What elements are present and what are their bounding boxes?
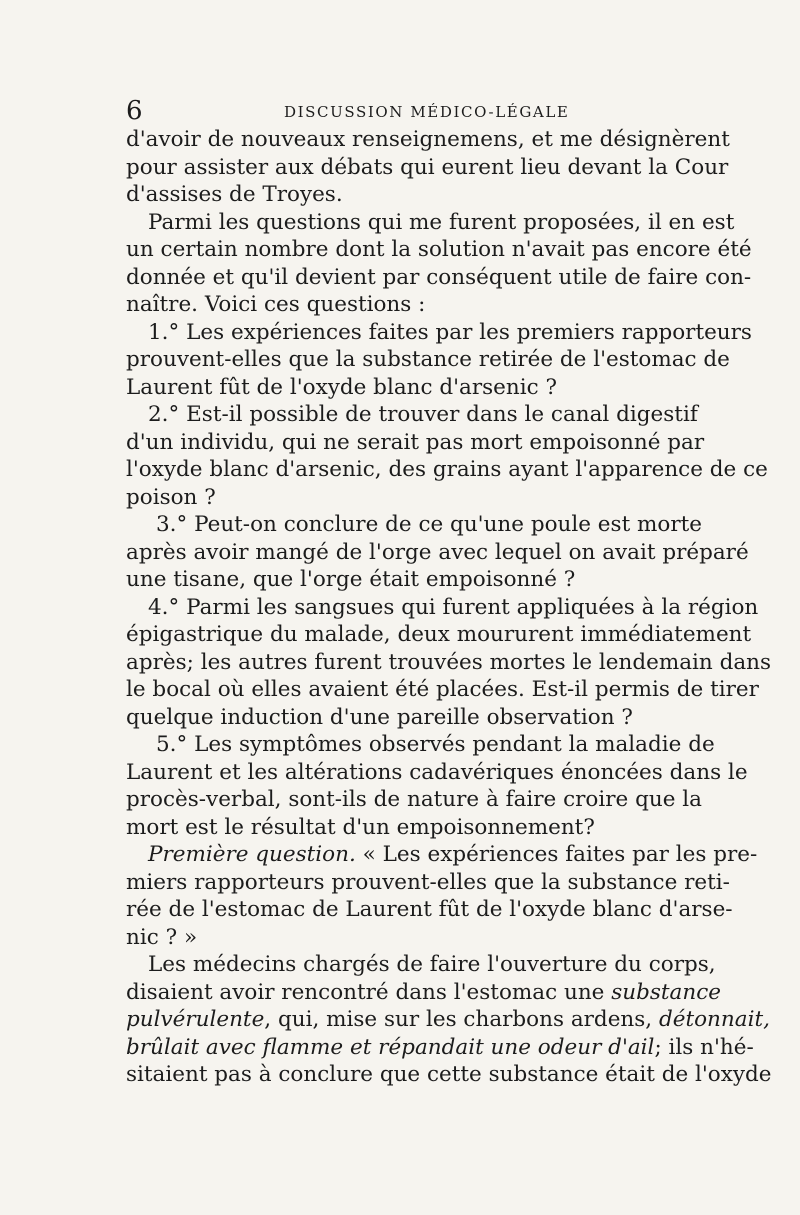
text-line <box>126 1006 770 1034</box>
text-line: Laurent fût de l'oxyde blanc d'arsenic ? <box>126 374 558 400</box>
text-line: procès-verbal, sont-ils de nature à faire croire que la <box>126 787 702 812</box>
text-line: rée de l'estomac de Laurent fût de l'oxyde blanc d'arse- <box>126 897 733 922</box>
text-line: nic ? » <box>126 924 198 950</box>
text-line: un certain nombre dont la solution n'avait pas encore été <box>126 237 752 262</box>
page-number: 6 <box>126 96 143 126</box>
text-line: miers rapporteurs prouvent-elles que la substance reti- <box>126 869 730 895</box>
question-line: 2.° Est-il possible de trouver dans le canal digestif <box>148 402 698 427</box>
text-line <box>126 1034 754 1062</box>
text-line <box>126 979 721 1007</box>
line-text: « Les expériences faites par les pre- <box>355 842 758 867</box>
text-line: quelque induction d'une pareille observation ? <box>126 704 633 730</box>
body-text <box>126 126 772 1089</box>
italic-text: pulvérulente <box>126 1007 265 1032</box>
text-line: après; les autres furent trouvées mortes le lendemain dans <box>126 649 772 675</box>
text-line: le bocal où elles avaient été placées. Est-il permis de tirer <box>126 677 759 702</box>
italic-heading: Première question. <box>148 842 356 867</box>
line-text: disaient avoir rencontré dans l'estomac une <box>126 979 612 1005</box>
text-line: poison ? <box>126 484 216 510</box>
text-line: Parmi les questions qui me furent proposées, il en est <box>148 209 735 235</box>
text-line: d'assises de Troyes. <box>126 182 343 207</box>
question-line: 1.° Les expériences faites par les premiers rapporteurs <box>148 319 752 345</box>
italic-text: brûlait avec flamme et répandait une odeur d'ail <box>126 1034 655 1060</box>
text-line: épigastrique du malade, deux moururent immédiatement <box>126 622 752 647</box>
line-text: , qui, mise sur les charbons ardens, <box>264 1007 659 1032</box>
text-line: donnée et qu'il devient par conséquent utile de faire con- <box>126 264 752 290</box>
line-text: ; ils n'hé- <box>654 1034 754 1060</box>
text-line: une tisane, que l'orge était empoisonné ? <box>126 567 576 592</box>
text-line <box>126 841 758 869</box>
question-line: 4.° Parmi les sangsues qui furent appliquées à la région <box>148 594 759 620</box>
text-line: d'un individu, qui ne serait pas mort empoisonné par <box>126 429 705 455</box>
text-line <box>126 951 716 979</box>
question-line: 3.° Peut-on conclure de ce qu'une poule est morte <box>156 512 703 537</box>
text-line: Laurent et les altérations cadavériques énoncées dans le <box>126 759 748 785</box>
text-line: après avoir mangé de l'orge avec lequel on avait préparé <box>126 539 749 565</box>
running-head: DISCUSSION MÉDICO-LÉGALE <box>284 103 570 121</box>
text-line: l'oxyde blanc d'arsenic, des grains ayant l'apparence de ce <box>126 457 768 482</box>
page-header <box>126 96 672 126</box>
italic-text: substance <box>611 979 721 1005</box>
text-line: naître. Voici ces questions : <box>126 292 426 317</box>
question-line: 5.° Les symptômes observés pendant la maladie de <box>156 732 715 757</box>
text-line: prouvent-elles que la substance retirée de l'estomac de <box>126 347 730 372</box>
line-text: Les médecins chargés de faire l'ouverture du corps, <box>148 952 716 977</box>
text-line: pour assister aux débats qui eurent lieu devant la Cour <box>126 154 729 180</box>
italic-text: détonnait, <box>658 1007 770 1032</box>
text-line: sitaient pas à conclure que cette substance était de l'oxyde <box>126 1062 772 1087</box>
text-line: mort est le résultat d'un empoisonnement? <box>126 814 595 840</box>
text-line: d'avoir de nouveaux renseignemens, et me désignèrent <box>126 127 730 152</box>
